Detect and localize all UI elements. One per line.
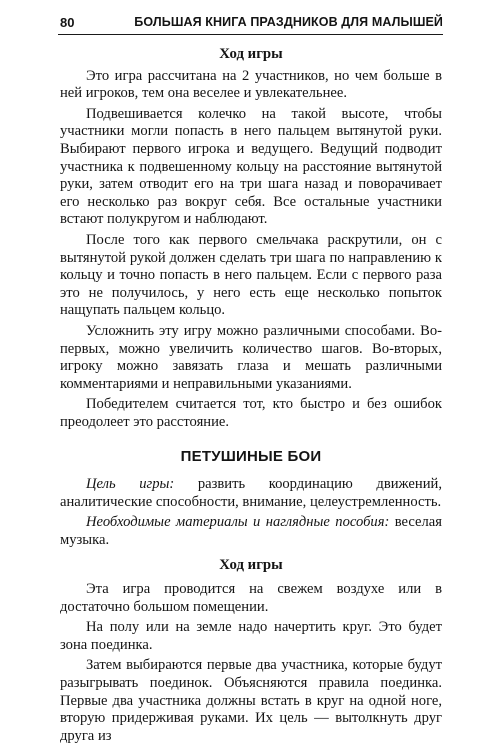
paragraph: Это игра рассчитана на 2 участников, но чем больше в ней игроков, тем она веселее и увлекательнее. <box>60 67 442 102</box>
goal-paragraph <box>60 476 442 511</box>
paragraph: Эта игра проводится на свежем воздухе или в достаточно большом помещении. <box>60 581 442 615</box>
page-content <box>60 46 442 745</box>
paragraph: На полу или на земле надо начертить круг. Это будет зона поединка. <box>60 619 442 653</box>
goal-label: Цель игры: <box>86 476 175 493</box>
paragraph: Победителем считается тот, кто быстро и без ошибок преодолеет это расстояние. <box>60 396 442 430</box>
running-title: БОЛЬШАЯ КНИГА ПРАЗДНИКОВ ДЛЯ МАЛЫШЕЙ <box>134 15 443 29</box>
materials-text: веселая музыка. <box>60 514 443 548</box>
materials-label: Необходимые материалы и наглядные пособия: <box>86 514 390 531</box>
materials-paragraph <box>60 514 442 549</box>
page-number: 80 <box>60 15 75 30</box>
paragraph: Подвешивается колечко на такой высоте, чтобы участники могли попасть в него пальцем вытянутой руки. Выбирают первого игрока и ведущего. Ведущий подводит участника к подвешенному кольцу на расстояние вытянутой руки, затем отводит его на три шага назад и поворачивает его несколько раз вокруг себя. Все остальные участники встают полукругом и наблюдают. <box>60 105 442 228</box>
paragraph: Усложнить эту игру можно различными способами. Во-первых, можно увеличить количество шагов. Во-вторых, игроку можно завязать глаза и мешать различными комментариями и неправильными указаниями. <box>60 322 442 392</box>
paragraph: Затем выбираются первые два участника, которые будут разыгрывать поединок. Объясняются правила поединка. Первые два участника должны встать в круг на одной ноге, вторую придерживая руками. Их цель — вытолкнуть друг друга из <box>60 657 442 744</box>
game-title: ПЕТУШИНЫЕ БОИ <box>180 448 322 466</box>
goal-text: развить координацию движений, аналитические способности, внимание, целеустремленность. <box>60 476 442 510</box>
game-progress-heading: Ход игры <box>219 46 283 62</box>
page-header <box>58 14 443 35</box>
game-progress-heading: Ход игры <box>219 557 283 574</box>
paragraph: После того как первого смельчака раскрутили, он с вытянутой рукой должен сделать три шага по направлению к кольцу и точно попасть в него пальцем. Если с первого раза это не получилось, у него есть еще несколько попыток нащупать пальцем кольцо. <box>60 231 442 319</box>
